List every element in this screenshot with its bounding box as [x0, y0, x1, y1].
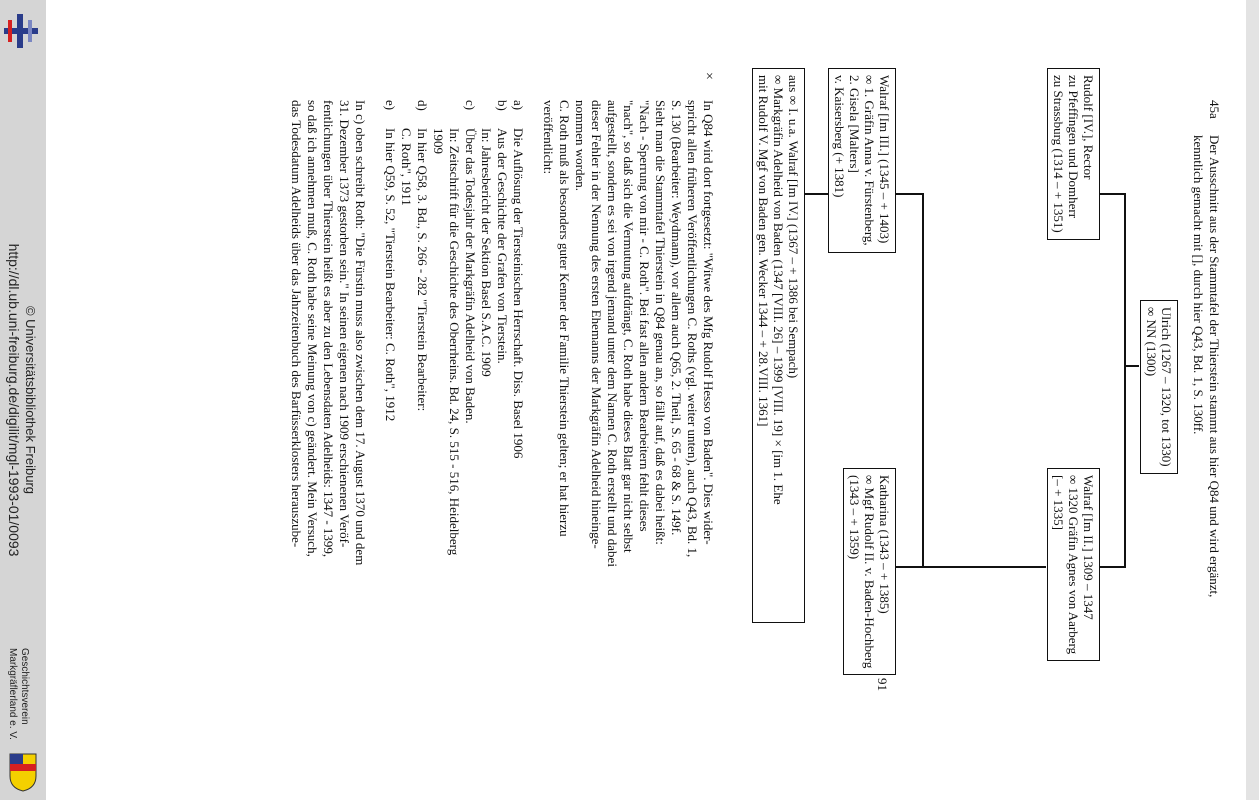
para1-line: veröffentlicht: [541, 100, 556, 175]
para2-line: das Todesdatum Adelheids über das Jahrzeitenbuch des Barfüsserklosters herauszube- [289, 100, 304, 548]
para2-line: In c) oben schreibt Roth: "Die Fürstin muss also zwischen dem 17. August 1370 und dem [353, 100, 368, 566]
ref-line: Die Auflösung der Tiersteinischen Herrschaft. Diss. Basel 1906 [511, 128, 526, 459]
source-url[interactable]: http://dl.ub.uni-freiburg.de/digilit/mgl-1993-01/0093 [6, 243, 22, 557]
ref-label: b) [495, 100, 510, 111]
ref-line: In hier Q59, S. 52, "Tierstein Bearbeiter: C. Roth", 1912 [383, 128, 398, 422]
tree-line [923, 193, 925, 567]
para2-line: fentlichungen über Thierstein heißt es aber zu den Lebensdaten Adelheids: 1347 - 1399, [321, 100, 336, 558]
para1-line: Sieht man die Stammtafel Thierstein in Q84 genau an, so fällt auf, daß es dabei heißt: [653, 100, 668, 545]
para1-line: nommen worden. [573, 100, 588, 191]
intro-line-1: Der Ausschnitt aus der Stammtafel der Thierstein stammt aus hier Q84 und wird ergänzt, [1207, 135, 1222, 598]
scanned-page [30, 0, 1230, 800]
intro-number: 45a [1207, 100, 1222, 119]
ref-label: a) [511, 100, 526, 111]
intro-line-2: kenntlich gemacht mit [], durch hier Q43, Bd. 1, S. 130ff. [1191, 135, 1206, 435]
viewer-right-edge [1246, 0, 1259, 800]
para2-line: so daß ich annehmen muß, C. Roth habe seine Meinung von c) geändert. Mein Versuch, [305, 100, 320, 557]
para1-line: In Q84 wird dort fortgesetzt: "Witwe des Mfg Rudolf Hesso von Baden". Dies wider- [701, 100, 716, 545]
ref-label: d) [415, 100, 430, 111]
ref-line: In: Zeitschrift für die Geschichte des Oberrheins. Bd. 24, S. 515 - 516, Heidelberg [447, 128, 462, 556]
tree-node-walraf-3: Walraf [Im III.] (1345 – + 1403) ∞ 1. Gräfin Anna v. Fürstenberg, 2. Gisela [Malters] v. Kaisersberg (+ 1381) [828, 68, 896, 253]
tree-node-rudolf: Rudolf [IV.], Rector zu Pfeffingen und Domherr zu Strassburg (1314 – + 1351) [1047, 68, 1100, 240]
ref-line: C. Roth", 1911 [399, 128, 414, 206]
page-number: 91 [875, 678, 890, 691]
copyright-caption: © Universitätsbibliothek Freiburg [23, 305, 38, 495]
para1-line: C. Roth muß als besonders guter Kenner der Familie Thierstein gelten; er hat hierzu [557, 100, 572, 537]
tree-line [896, 193, 924, 195]
tree-node-walraf-4: aus ∞ I. u.a. Walraf [Im IV.] (1367 – + 1386 bei Sempach) ∞ Markgräfin Adelheid von Baden (1347 [VIII. 26] – 1399 [VIII. 19] × [im 1. Ehe mit Rudolf V. Mgf von Baden gen. Wecker 1344 – + 28.VIII. 1361] [752, 68, 805, 623]
tree-line [896, 566, 924, 568]
ref-line: In: Jahresbericht der Sektion Basel S.A.C. 1909 [479, 128, 494, 377]
para1-line: S. 130 (Bearbeiter: Weydmann), vor allem auch Q65, 2. Theil, S. 65 - 68 & S. 149f. [669, 100, 684, 536]
ref-line: 1909 [431, 128, 446, 154]
tree-node-katharina: Katharina (1343 – + 1385) ∞ Mgf Rudolf II. v. Baden-Hochberg (1343 – + 1359) [843, 468, 896, 675]
para2-line: 31. Dezember 1373 gestorben sein." In seinen eigenen nach 1909 erschienenen Veröf- [337, 100, 352, 548]
tree-line [1126, 365, 1139, 367]
para1-line: "nach", so daß sich die Vermutung aufdrängt, C. Roth habe dieses Blatt gar nicht selbst [621, 100, 636, 553]
tree-line [924, 566, 1046, 568]
tree-line [1125, 193, 1127, 566]
para1-line: dieser Fehler in der Nennung des ersten Ehemanns der Markgräfin Adelheid hineinge- [589, 100, 604, 549]
footnote-marker: × [701, 72, 716, 80]
para1-line: aufgestellt, sondern es sei von irgend jemand unter dem Namen C. Roth erstellt und dabei [605, 100, 620, 567]
ref-label: e) [383, 100, 398, 111]
tree-line [805, 193, 829, 195]
tree-node-ulrich: Ulrich (1267 – 1320, tot 1330) ∞ NN (1300) [1140, 300, 1178, 474]
para1-line: "Nach - Sperrung von mir - C. Roth". Bei fast allen andern Bearbeitern fehlt dieses [637, 100, 652, 532]
ref-line: Aus der Geschichte der Grafen von Tierstein. [495, 128, 510, 364]
ref-label: c) [463, 100, 478, 111]
ref-line: Über das Todesjahr der Markgräfin Adelheid von Baden. [463, 128, 478, 424]
tree-line [1100, 566, 1126, 568]
tree-node-walraf-2: Walraf [Im II.] 1309 – 1347 ∞ 1320 Gräfin Agnes von Aarberg [– + 1335] [1047, 468, 1100, 661]
publisher-label: Geschichtsverein Markgräflerland e. V. [7, 648, 30, 740]
para1-line: spricht allen früheren Veröffentlichungen C. Roths (vgl. weiter unten), auch Q43, Bd. 1, [685, 100, 700, 558]
tree-line [1100, 193, 1126, 195]
ref-line: In hier Q58, 3. Bd., S. 266 - 282 "Tierstein Bearbeiter: [415, 128, 430, 412]
